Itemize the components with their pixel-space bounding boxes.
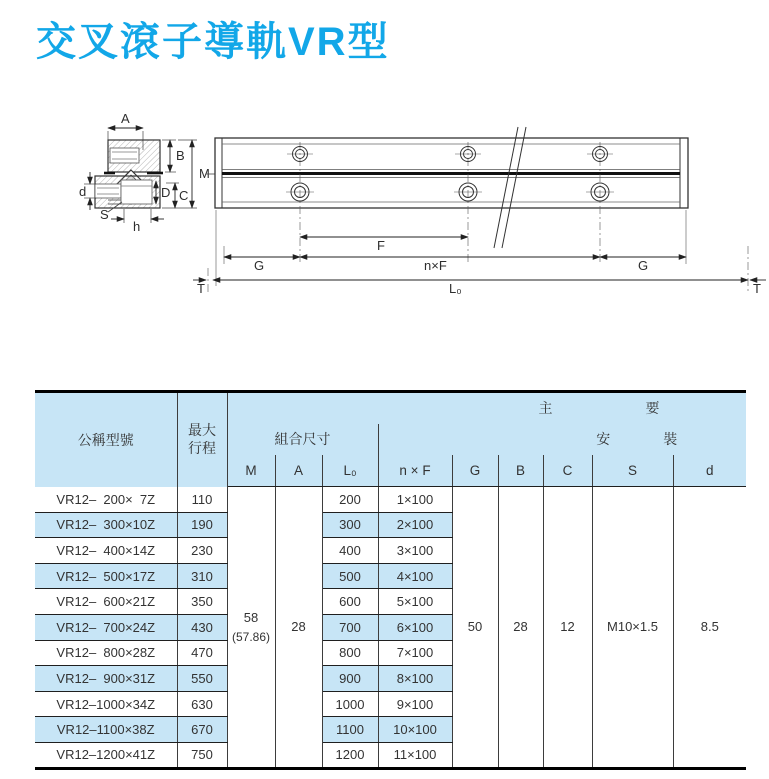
L0-cell: 1000 [322,691,378,717]
model-cell: VR12– 700×24Z [35,614,177,640]
L0-cell: 1100 [322,717,378,743]
model-cell: VR12– 400×14Z [35,538,177,564]
stroke-cell: 310 [177,563,227,589]
main-label-2: 要 [645,400,660,417]
merged-d-cell: 8.5 [700,619,719,635]
stroke-cell: 670 [177,717,227,743]
dim-label-M: M [199,166,210,181]
install-label-1: 安 [596,431,611,447]
L0-cell: 200 [322,487,378,513]
model-cell: VR12– 200× 7Z [35,487,177,513]
model-cell: VR12– 800×28Z [35,640,177,666]
dim-label-D: D [161,185,171,200]
col-header-C: C [543,455,592,487]
dim-label-B: B [176,148,185,163]
dim-label-S: S [100,207,109,222]
side-view [193,127,766,296]
dim-label-G-right: G [638,258,649,273]
L0-cell: 800 [322,640,378,666]
dim-label-A: A [121,111,130,126]
stroke-cell: 630 [177,691,227,717]
nxF-cell: 4×100 [378,563,452,589]
M-value: 58 [243,610,259,626]
nxF-cell: 11×100 [378,742,452,768]
dim-label-F: F [377,238,385,253]
L0-cell: 1200 [322,742,378,768]
nxF-cell: 10×100 [378,717,452,743]
model-cell: VR12– 300×10Z [35,512,177,538]
dim-label-T-right: T [753,281,761,296]
merged-G-cell: 50 [452,487,498,769]
stroke-cell: 470 [177,640,227,666]
stroke-cell: 350 [177,589,227,615]
col-header-stroke [177,392,227,487]
L0-cell: 500 [322,563,378,589]
nxF-cell: 1×100 [378,487,452,513]
table-row [35,487,746,513]
col-header-B: B [498,455,543,487]
stroke-cell: 430 [177,614,227,640]
L0-cell: 700 [322,614,378,640]
M-value-alt: (57.86) [231,629,271,644]
technical-drawing [0,88,769,318]
nxF-cell: 8×100 [378,666,452,692]
group-header-install [378,424,746,455]
dim-label-T-left: T [197,281,205,296]
col-header-A: A [275,455,322,487]
dim-label-h: h [133,219,141,234]
nxF-cell: 3×100 [378,538,452,564]
main-label-1: 主 [538,400,553,417]
model-cell: VR12–1200×41Z [35,742,177,768]
L0-cell: 400 [322,538,378,564]
model-cell: VR12–1000×34Z [35,691,177,717]
col-header-nxF: n × F [378,455,452,487]
nxF-cell: 9×100 [378,691,452,717]
merged-B-cell: 28 [498,487,543,769]
model-cell: VR12–1100×38Z [35,717,177,743]
nxF-cell: 2×100 [378,512,452,538]
col-header-M: M [227,455,275,487]
dim-label-G-left: G [254,258,265,273]
stroke-label-line1: 最大 [188,422,216,439]
spec-table [35,390,746,770]
stroke-cell: 230 [177,538,227,564]
merged-S-cell: M10×1.5 [592,487,673,769]
model-cell: VR12– 900×31Z [35,666,177,692]
merged-C-cell: 12 [543,487,592,769]
cross-section-view [79,111,216,234]
nxF-cell: 6×100 [378,614,452,640]
nxF-cell: 5×100 [378,589,452,615]
col-header-G: G [452,455,498,487]
stroke-cell: 190 [177,512,227,538]
dim-label-nxF: n×F [424,258,447,273]
dim-label-C: C [179,188,189,203]
L0-cell: 600 [322,589,378,615]
col-header-L0: L₀ [322,455,378,487]
page-title: 交叉滾子導軌VR型 [36,20,390,64]
stroke-label-line2: 行程 [188,439,216,456]
header-spacer [227,392,452,424]
col-header-S: S [592,455,673,487]
merged-A-cell: 28 [275,487,322,769]
model-cell: VR12– 500×17Z [35,563,177,589]
dim-label-L0: L₀ [449,281,462,296]
col-header-d: d [673,455,746,487]
dim-label-d: d [79,184,87,199]
stroke-cell: 550 [177,666,227,692]
stroke-cell: 110 [177,487,227,513]
group-header-assembly: 組合尺寸 [227,424,378,455]
group-header-main [452,392,746,424]
install-label-2: 裝 [663,431,678,447]
nxF-cell: 7×100 [378,640,452,666]
L0-cell: 900 [322,666,378,692]
model-cell: VR12– 600×21Z [35,589,177,615]
L0-cell: 300 [322,512,378,538]
stroke-cell: 750 [177,742,227,768]
col-header-model: 公稱型號 [35,392,177,487]
merged-M-cell [227,487,275,769]
